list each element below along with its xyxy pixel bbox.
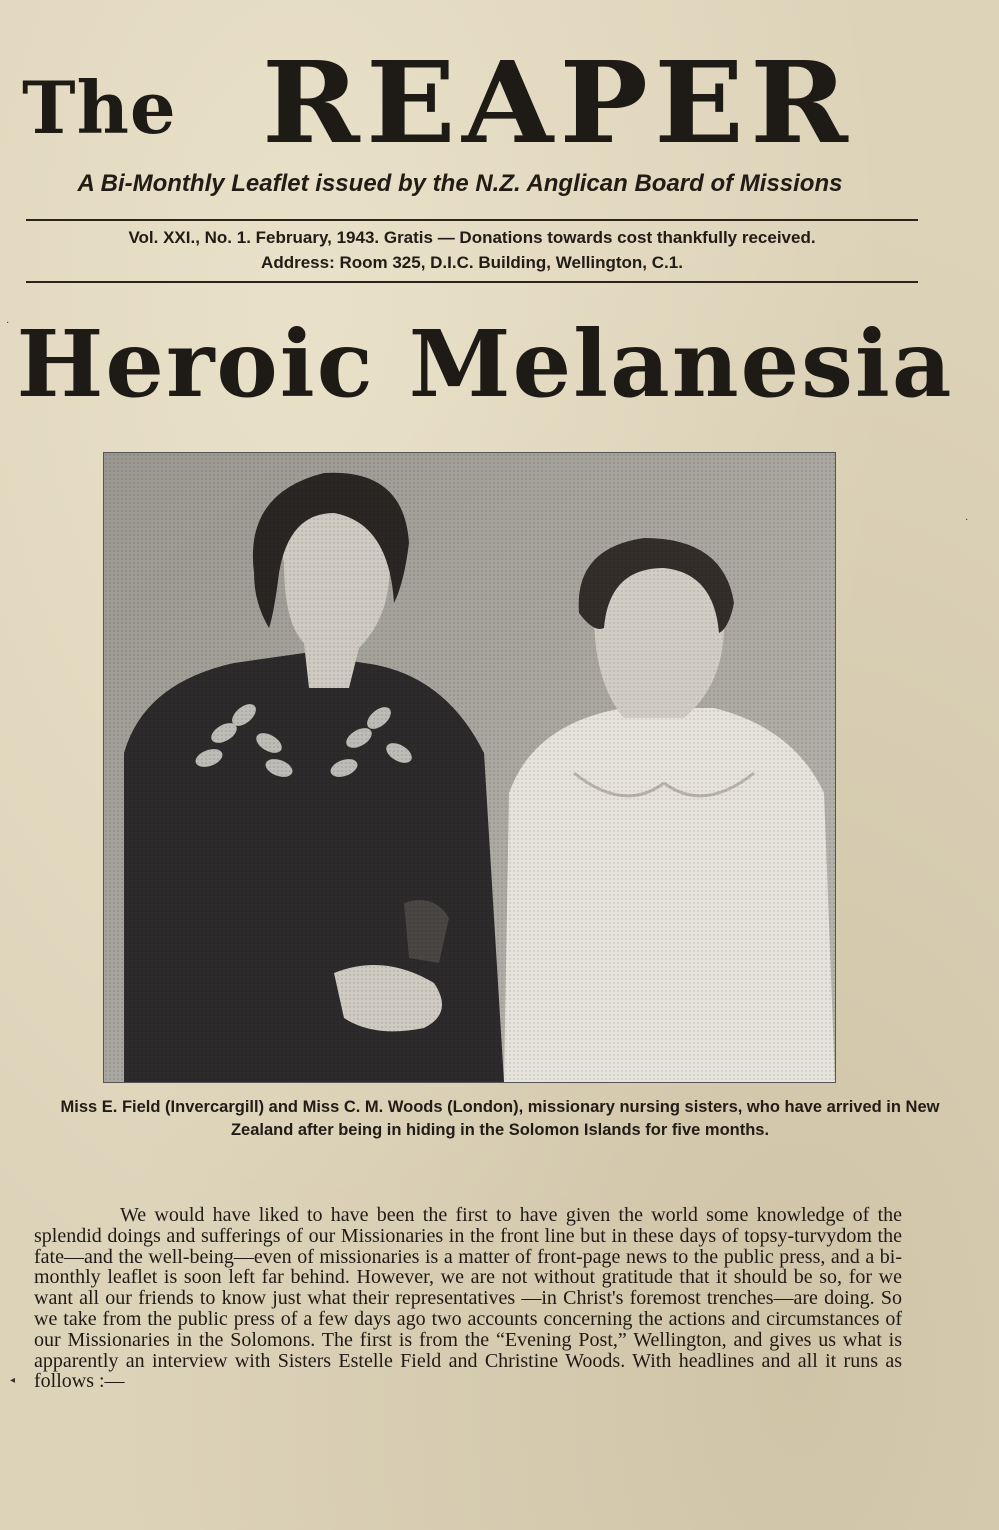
margin-mark: ◂ bbox=[10, 1375, 16, 1386]
top-rule bbox=[26, 219, 918, 221]
margin-mark: · bbox=[6, 318, 10, 329]
article-paragraph: We would have liked to have been the first to have given the world some knowledge of the splendid doings and sufferings of our Missionaries in the front line but in these days of topsy-turvydom the fate—and the well-being—even of missionaries is a matter of front-page news to the public press, and a bi-monthly leaflet is soon left far behind. However, we are not without gratitude that it should be so, for we want all our friends to know just what their representatives —in Christ's foremost trenches—are doing. So we take from the public press of a few days ago two accounts concerning the actions and circumstances of our Missionaries in the Solomons. The first is from the “Evening Post,” Wellington, and gives us what is apparently an interview with Sisters Estelle Field and Christine Woods. With headlines and all it runs as follows :— bbox=[34, 1204, 902, 1393]
masthead-title: REAPER bbox=[262, 38, 855, 169]
headline: Heroic Melanesia bbox=[16, 310, 954, 418]
masthead bbox=[22, 38, 922, 169]
masthead-the: The bbox=[22, 65, 177, 150]
masthead-subtitle: A Bi-Monthly Leaflet issued by the N.Z. Anglican Board of Missions bbox=[77, 170, 843, 197]
photo-caption: Miss E. Field (Invercargill) and Miss C. M. Woods (London), missionary nursing sisters, who have arrived in New Zealand after being in hiding in the Solomon Islands for five months. bbox=[60, 1098, 940, 1139]
photo-illustration bbox=[104, 453, 835, 1082]
issue-address: Address: Room 325, D.I.C. Building, Wellington, C.1. bbox=[261, 253, 683, 272]
issue-details: Vol. XXI., No. 1. February, 1943. Gratis — Donations towards cost thankfully received. bbox=[128, 228, 816, 247]
margin-mark: · bbox=[965, 515, 969, 526]
bottom-rule bbox=[26, 281, 918, 283]
portrait-photo bbox=[103, 452, 836, 1083]
